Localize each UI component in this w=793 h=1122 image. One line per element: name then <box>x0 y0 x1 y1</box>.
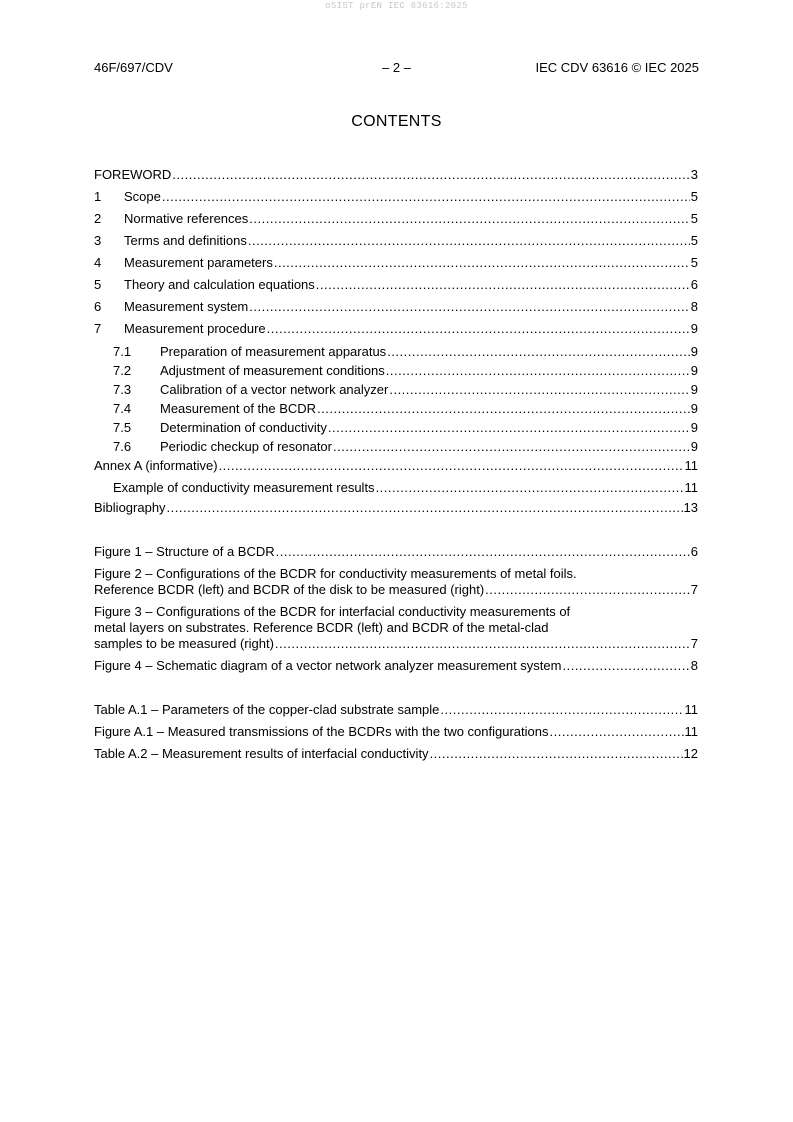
toc-leader <box>376 480 684 496</box>
toc-entry-7-1[interactable] <box>94 344 698 360</box>
toc-page: 6 <box>690 544 698 559</box>
toc-page: 9 <box>690 420 698 435</box>
toc-page: 12 <box>683 746 698 761</box>
toc-number: 2 <box>94 211 102 226</box>
toc-label: Example of conductivity measurement results <box>113 480 375 495</box>
toc-entry-terms[interactable] <box>94 233 698 249</box>
figure-label-line: metal layers on substrates. Reference BCDR (left) and BCDR of the metal-clad <box>94 620 549 635</box>
toc-leader <box>430 746 683 762</box>
toc-label: Theory and calculation equations <box>124 277 315 292</box>
toc-number: 7.4 <box>113 401 132 416</box>
toc-entry-measurement-procedure[interactable] <box>94 321 698 337</box>
toc-label: Measurement system <box>124 299 249 314</box>
toc-page: 9 <box>690 382 698 397</box>
figure-label-line: Figure 3 – Configurations of the BCDR for interfacial conductivity measurements of <box>94 604 571 619</box>
figure-entry-4[interactable] <box>94 658 698 674</box>
toc-leader <box>485 582 690 598</box>
toc-number: 7.6 <box>113 439 132 454</box>
toc-leader <box>276 544 690 560</box>
toc-label: Calibration of a vector network analyzer <box>160 382 389 397</box>
toc-page: 8 <box>690 299 698 314</box>
figure-label: Figure 4 – Schematic diagram of a vector network analyzer measurement system <box>94 658 562 673</box>
figure-entry-2[interactable] <box>94 566 698 598</box>
toc-label: Preparation of measurement apparatus <box>160 344 387 359</box>
table-entry-a2[interactable] <box>94 746 698 762</box>
standard-id: IEC CDV 63616 © IEC 2025 <box>535 60 699 75</box>
toc-leader <box>317 401 690 417</box>
table-entry-a1[interactable] <box>94 702 698 718</box>
toc-number: 7.3 <box>113 382 132 397</box>
toc-number: 6 <box>94 299 102 314</box>
toc-entry-7-5[interactable] <box>94 420 698 436</box>
toc-leader <box>333 439 690 455</box>
toc-leader <box>440 702 683 718</box>
toc-label: Measurement procedure <box>124 321 266 336</box>
page-header <box>94 60 699 78</box>
toc-entry-7-6[interactable] <box>94 439 698 455</box>
toc-page: 3 <box>690 167 698 182</box>
figure-entry-3[interactable] <box>94 604 698 652</box>
toc-entry-annex-a-example[interactable] <box>94 480 698 496</box>
toc-leader <box>316 277 690 293</box>
toc-page: 9 <box>690 344 698 359</box>
toc-label: Bibliography <box>94 500 166 515</box>
toc-entry-measurement-parameters[interactable] <box>94 255 698 271</box>
toc-page: 9 <box>690 363 698 378</box>
toc-page: 5 <box>690 189 698 204</box>
figure-label-line: samples to be measured (right) <box>94 636 274 651</box>
toc-entry-7-3[interactable] <box>94 382 698 398</box>
toc-page: 13 <box>683 500 698 515</box>
toc-page: 9 <box>690 439 698 454</box>
toc-page: 5 <box>690 233 698 248</box>
toc-label: Periodic checkup of resonator <box>160 439 332 454</box>
toc-leader <box>389 382 689 398</box>
toc-entry-theory[interactable] <box>94 277 698 293</box>
toc-page: 9 <box>690 321 698 336</box>
toc-label: Normative references <box>124 211 249 226</box>
toc-label: Annex A (informative) <box>94 458 218 473</box>
toc-leader <box>249 299 690 315</box>
figure-entry-1[interactable] <box>94 544 698 560</box>
toc-page: 5 <box>690 211 698 226</box>
toc-page: 8 <box>690 658 698 673</box>
toc-number: 1 <box>94 189 102 204</box>
toc-entry-scope[interactable] <box>94 189 698 205</box>
table-label: Table A.1 – Parameters of the copper-clad substrate sample <box>94 702 440 717</box>
toc-leader <box>267 321 690 337</box>
toc-entry-7-2[interactable] <box>94 363 698 379</box>
figure-label-line: Figure 2 – Configurations of the BCDR for conductivity measurements of metal foils. <box>94 566 577 581</box>
toc-number: 7.5 <box>113 420 132 435</box>
toc-number: 5 <box>94 277 102 292</box>
figure-entry-a1[interactable] <box>94 724 698 740</box>
toc-leader <box>172 167 689 183</box>
toc-leader <box>275 636 690 652</box>
toc-leader <box>219 458 684 474</box>
figure-label-line: Reference BCDR (left) and BCDR of the disk to be measured (right) <box>94 582 485 597</box>
toc-page: 11 <box>684 458 698 473</box>
toc-leader <box>550 724 684 740</box>
toc-number: 4 <box>94 255 102 270</box>
toc-label: Measurement of the BCDR <box>160 401 317 416</box>
toc-page: 11 <box>684 702 698 717</box>
toc-entry-measurement-system[interactable] <box>94 299 698 315</box>
toc-label: Terms and definitions <box>124 233 247 248</box>
toc-leader <box>387 344 690 360</box>
toc-leader <box>386 363 690 379</box>
toc-entry-annex-a[interactable] <box>94 458 698 474</box>
toc-label: FOREWORD <box>94 167 172 182</box>
toc-page: 9 <box>690 401 698 416</box>
toc-page: 5 <box>690 255 698 270</box>
toc-leader <box>328 420 690 436</box>
toc-entry-bibliography[interactable] <box>94 500 698 516</box>
toc-leader <box>562 658 689 674</box>
table-of-contents <box>94 167 698 762</box>
toc-page: 7 <box>690 636 698 651</box>
toc-number: 7.1 <box>113 344 132 359</box>
toc-number: 3 <box>94 233 102 248</box>
toc-label: Determination of conductivity <box>160 420 327 435</box>
toc-page: 11 <box>684 724 698 739</box>
toc-page: 11 <box>684 480 698 495</box>
toc-label: Measurement parameters <box>124 255 273 270</box>
toc-leader <box>249 211 689 227</box>
doc-reference: 46F/697/CDV <box>94 60 173 75</box>
toc-page: 6 <box>690 277 698 292</box>
toc-entry-normative-references[interactable] <box>94 211 698 227</box>
toc-leader <box>248 233 690 249</box>
toc-leader <box>167 500 683 516</box>
figure-label: Figure A.1 – Measured transmissions of the BCDRs with the two configurations <box>94 724 549 739</box>
page-number: – 2 – <box>382 60 411 75</box>
toc-label: Adjustment of measurement conditions <box>160 363 385 378</box>
toc-leader <box>162 189 690 205</box>
toc-page: 7 <box>690 582 698 597</box>
toc-entry-7-4[interactable] <box>94 401 698 417</box>
toc-number: 7.2 <box>113 363 132 378</box>
watermark: oSIST prEN IEC 63616:2025 <box>325 1 468 11</box>
page-title: CONTENTS <box>351 113 442 130</box>
toc-number: 7 <box>94 321 102 336</box>
figure-label: Figure 1 – Structure of a BCDR <box>94 544 275 559</box>
toc-entry-foreword[interactable] <box>94 167 698 183</box>
toc-label: Scope <box>124 189 161 204</box>
table-label: Table A.2 – Measurement results of interfacial conductivity <box>94 746 429 761</box>
toc-leader <box>274 255 690 271</box>
